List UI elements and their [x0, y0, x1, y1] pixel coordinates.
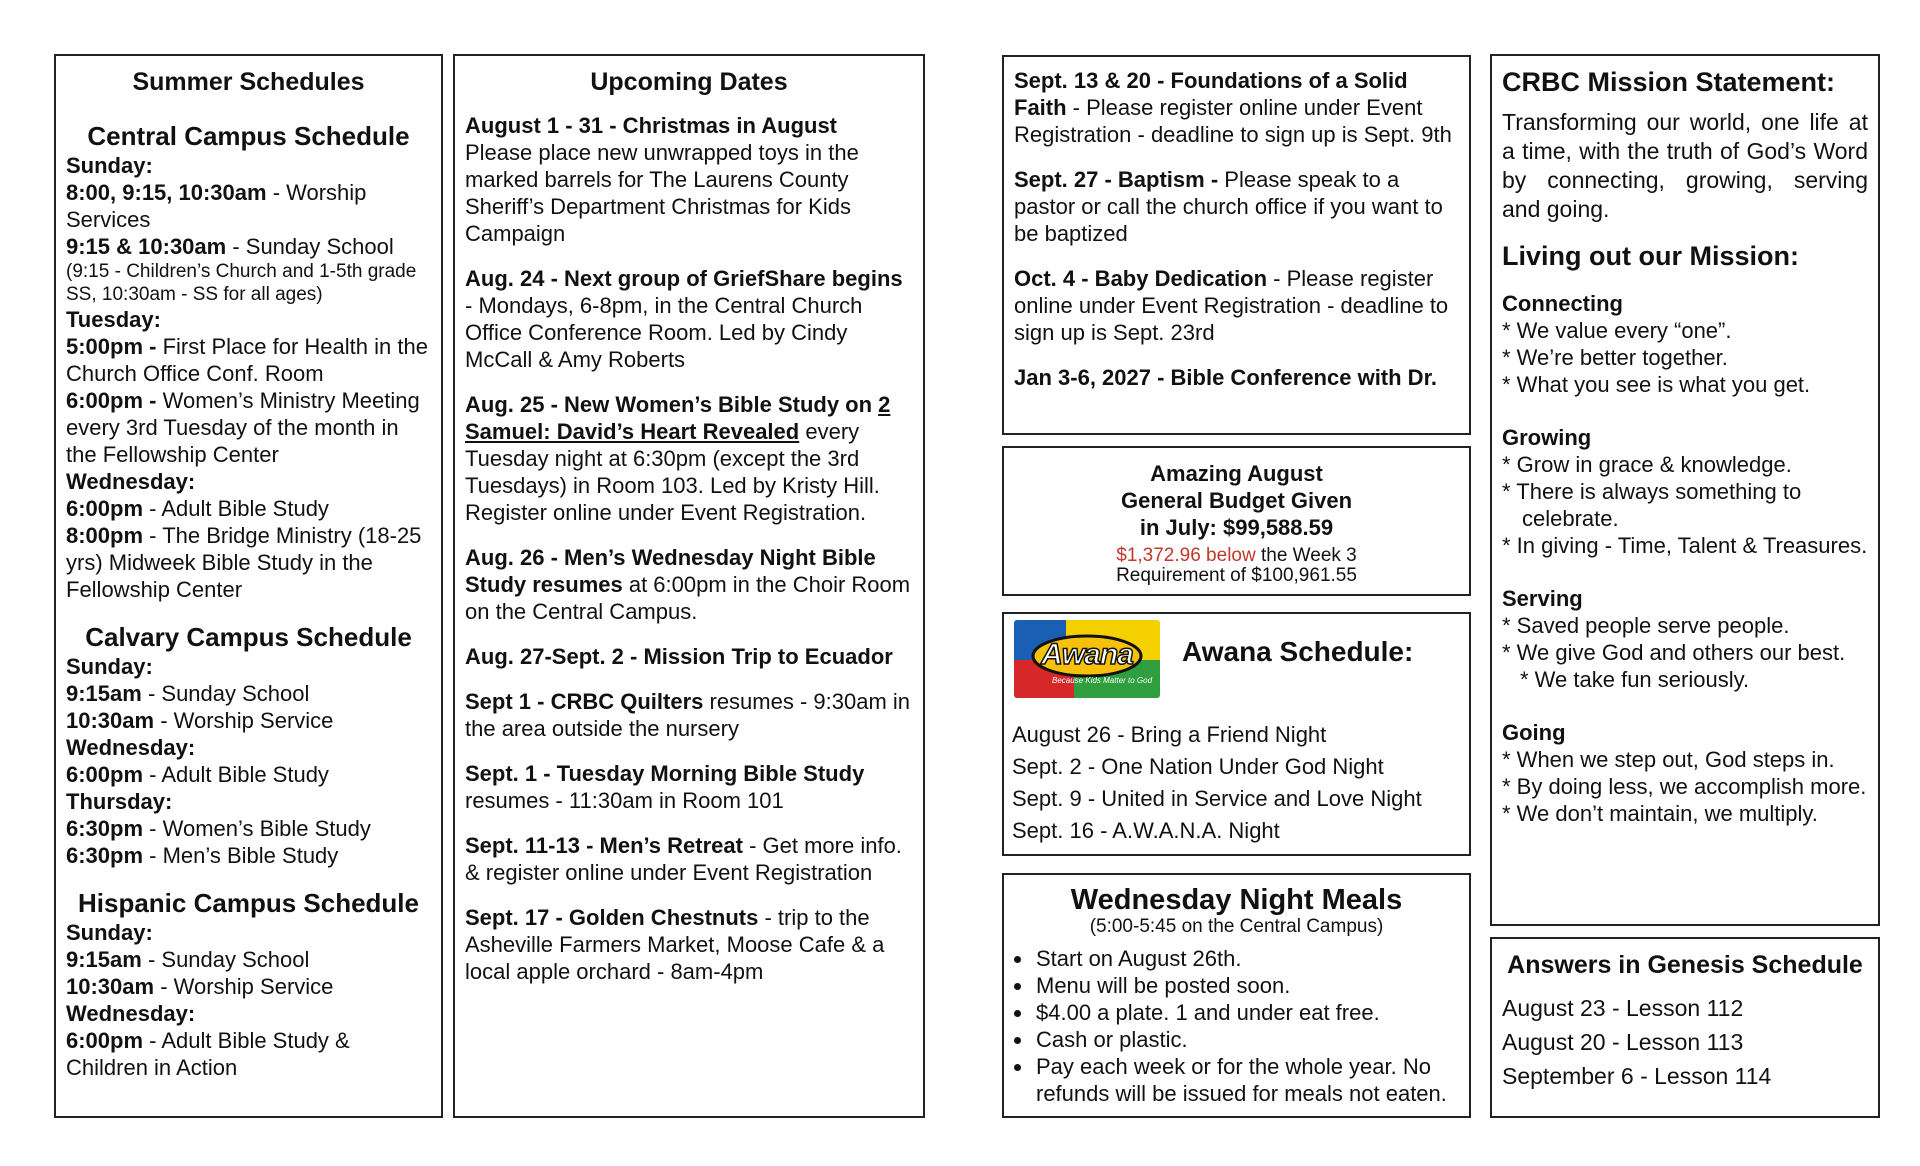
meals-title: Wednesday Night Meals — [1070, 884, 1403, 916]
upcoming-event-tuesday-bible-study: Sept. 1 - Tuesday Morning Bible Study resumes - 11:30am in Room 101 — [465, 761, 865, 813]
meals-item: • Pay each week or for the whole year. No refunds will be issued for meals not eaten. — [1034, 1053, 1459, 1107]
growing-heading: Growing — [1502, 425, 1592, 450]
serving-heading: Serving — [1502, 586, 1583, 611]
calvary-sunday-item-1: 9:15am - Sunday School — [66, 681, 310, 706]
upcoming-dates-title: Upcoming Dates — [590, 68, 788, 96]
connecting-item: * We’re better together. — [1502, 345, 1728, 370]
awana-box — [1002, 612, 1471, 856]
serving-item: * We give God and others our best. — [1502, 640, 1846, 665]
awana-logo — [1014, 620, 1160, 698]
awana-logo-tagline: Because Kids Matter to God — [1052, 676, 1153, 685]
summer-schedules-box — [54, 54, 443, 1118]
central-wednesday-item-2: 8:00pm - The Bridge Ministry (18-25 yrs) Midweek Bible Study in the Fellowship Center — [66, 523, 422, 602]
awana-logo-text: Awana — [1041, 638, 1133, 671]
mission-statement: Transforming our world, one life at a time, with the truth of God’s Word by connecting, growing, serving and going. — [1502, 109, 1868, 222]
awana-item: Sept. 2 - One Nation Under God Night — [1012, 754, 1384, 779]
genesis-item: August 20 - Lesson 113 — [1502, 1029, 1744, 1055]
calvary-sunday-label: Sunday: — [66, 654, 153, 679]
upcoming-event-mens-retreat: Sept. 11-13 - Men’s Retreat - Get more info. & register online under Event Registration — [465, 833, 902, 885]
calvary-sunday-item-2: 10:30am - Worship Service — [66, 708, 334, 733]
central-sunday-item-1: 8:00, 9:15, 10:30am - Worship Services — [66, 180, 367, 232]
upcoming-dates-box — [453, 54, 925, 1118]
hispanic-sunday-label: Sunday: — [66, 920, 153, 945]
going-list — [1502, 746, 1868, 827]
hispanic-wednesday-item-1: 6:00pm - Adult Bible Study & Children in Action — [66, 1028, 350, 1080]
genesis-list — [1502, 991, 1868, 1093]
going-item: * By doing less, we accomplish more. — [1502, 774, 1867, 799]
genesis-item: September 6 - Lesson 114 — [1502, 1063, 1772, 1089]
upcoming-event-mens-bible-study: Aug. 26 - Men’s Wednesday Night Bible Study resumes at 6:00pm in the Choir Room on the Central Campus. — [465, 545, 911, 624]
connecting-item: * What you see is what you get. — [1502, 372, 1811, 397]
upcoming-event-quilters: Sept 1 - CRBC Quilters resumes - 9:30am in the area outside the nursery — [465, 689, 911, 741]
calvary-wednesday-label: Wednesday: — [66, 735, 196, 760]
summer-schedules-title: Summer Schedules — [132, 68, 365, 96]
awana-schedule-title: Awana Schedule: — [1182, 636, 1414, 667]
going-item: * We don’t maintain, we multiply. — [1502, 801, 1818, 826]
event-bible-conference: Jan 3-6, 2027 - Bible Conference with Dr. — [1014, 365, 1438, 390]
central-tuesday-item-1: 5:00pm - First Place for Health in the Church Office Conf. Room — [66, 334, 428, 386]
meals-item: • Cash or plastic. — [1034, 1026, 1459, 1053]
awana-item: Sept. 9 - United in Service and Love Night — [1012, 786, 1422, 811]
central-wednesday-item-1: 6:00pm - Adult Bible Study — [66, 496, 329, 521]
central-tuesday-label: Tuesday: — [66, 307, 161, 332]
awana-schedule-list — [1012, 719, 1422, 847]
hispanic-sunday-item-2: 10:30am - Worship Service — [66, 974, 334, 999]
growing-item: * In giving - Time, Talent & Treasures. — [1502, 533, 1868, 558]
budget-given-amount: in July: $99,588.59 — [1139, 515, 1334, 540]
genesis-box — [1490, 937, 1880, 1118]
mission-title: CRBC Mission Statement: — [1502, 67, 1836, 97]
connecting-list — [1502, 317, 1868, 398]
meals-item: • $4.00 a plate. 1 and under eat free. — [1034, 999, 1459, 1026]
upcoming-event-mission-trip: Aug. 27-Sept. 2 - Mission Trip to Ecuador — [465, 644, 893, 669]
central-wednesday-label: Wednesday: — [66, 469, 196, 494]
awana-item: August 26 - Bring a Friend Night — [1012, 722, 1327, 747]
meals-list — [1014, 945, 1459, 1107]
budget-line-1: Amazing August — [1150, 461, 1323, 486]
central-campus-heading: Central Campus Schedule — [87, 121, 410, 151]
mission-box — [1490, 54, 1880, 926]
growing-item: * There is always something to celebrate. — [1502, 479, 1802, 531]
central-sunday-item-2: 9:15 & 10:30am - Sunday School — [66, 234, 394, 259]
meals-item: • Start on August 26th. — [1034, 945, 1459, 972]
upcoming-event-christmas-in-august: August 1 - 31 - Christmas in August Please place new unwrapped toys in the marked barrels for The Laurens County Sheriff’s Department Christmas for Kids Campaign — [465, 113, 859, 246]
growing-item: * Grow in grace & knowledge. — [1502, 452, 1792, 477]
calvary-thursday-item-2: 6:30pm - Men’s Bible Study — [66, 843, 339, 868]
hispanic-sunday-item-1: 9:15am - Sunday School — [66, 947, 310, 972]
going-heading: Going — [1502, 720, 1566, 745]
more-dates-box — [1002, 55, 1471, 435]
budget-below-line: $1,372.96 below the Week 3 — [1116, 545, 1357, 566]
meals-subtitle: (5:00-5:45 on the Central Campus) — [1089, 916, 1384, 937]
upcoming-event-womens-bible-study: Aug. 25 - New Women’s Bible Study on 2 Samuel: David’s Heart Revealed every Tuesday night at 6:30pm (except the 3rd Tuesdays) in Room 103. Led by Kristy Hill. Register online under Event Registration. — [465, 392, 891, 525]
central-sunday-label: Sunday: — [66, 153, 153, 178]
upcoming-event-golden-chestnuts: Sept. 17 - Golden Chestnuts - trip to the Asheville Farmers Market, Moose Cafe & a local apple orchard - 8am-4pm — [465, 905, 885, 984]
budget-box — [1002, 446, 1471, 596]
central-tuesday-item-2: 6:00pm - Women’s Ministry Meeting every 3rd Tuesday of the month in the Fellowship Center — [66, 388, 420, 467]
budget-line-2: General Budget Given — [1120, 488, 1353, 513]
connecting-heading: Connecting — [1502, 291, 1623, 316]
connecting-item: * We value every “one”. — [1502, 318, 1732, 343]
going-item: * When we step out, God steps in. — [1502, 747, 1835, 772]
budget-requirement: Requirement of $100,961.55 — [1116, 565, 1357, 586]
calvary-thursday-item-1: 6:30pm - Women’s Bible Study — [66, 816, 371, 841]
serving-item: * Saved people serve people. — [1502, 613, 1790, 638]
event-foundations-of-faith: Sept. 13 & 20 - Foundations of a Solid Faith - Please register online under Event Registration - deadline to sign up is Sept. 9th — [1014, 68, 1452, 147]
hispanic-campus-heading: Hispanic Campus Schedule — [78, 888, 419, 918]
genesis-item: August 23 - Lesson 112 — [1502, 995, 1744, 1021]
calvary-thursday-label: Thursday: — [66, 789, 173, 814]
genesis-title: Answers in Genesis Schedule — [1507, 951, 1863, 979]
meals-box — [1002, 873, 1471, 1118]
event-baptism: Sept. 27 - Baptism - Please speak to a pastor or call the church office if you want to be baptized — [1014, 167, 1443, 246]
hispanic-wednesday-label: Wednesday: — [66, 1001, 196, 1026]
calvary-campus-heading: Calvary Campus Schedule — [85, 622, 412, 652]
central-sunday-note: (9:15 - Children’s Church and 1-5th grade SS, 10:30am - SS for all ages) — [66, 261, 417, 305]
growing-list — [1502, 451, 1868, 559]
budget-below-amount: $1,372.96 below — [1116, 545, 1256, 566]
awana-item: Sept. 16 - A.W.A.N.A. Night — [1012, 818, 1280, 843]
serving-list — [1502, 612, 1868, 693]
living-out-mission-heading: Living out our Mission: — [1502, 241, 1799, 271]
upcoming-event-griefshare: Aug. 24 - Next group of GriefShare begins - Mondays, 6-8pm, in the Central Church Office Conference Room. Led by Cindy McCall & Amy Roberts — [465, 266, 903, 372]
event-baby-dedication: Oct. 4 - Baby Dedication - Please register online under Event Registration - deadline to sign up is Sept. 23rd — [1014, 266, 1449, 345]
meals-item: • Menu will be posted soon. — [1034, 972, 1459, 999]
serving-item: * We take fun seriously. — [1520, 667, 1750, 692]
calvary-wednesday-item-1: 6:00pm - Adult Bible Study — [66, 762, 329, 787]
